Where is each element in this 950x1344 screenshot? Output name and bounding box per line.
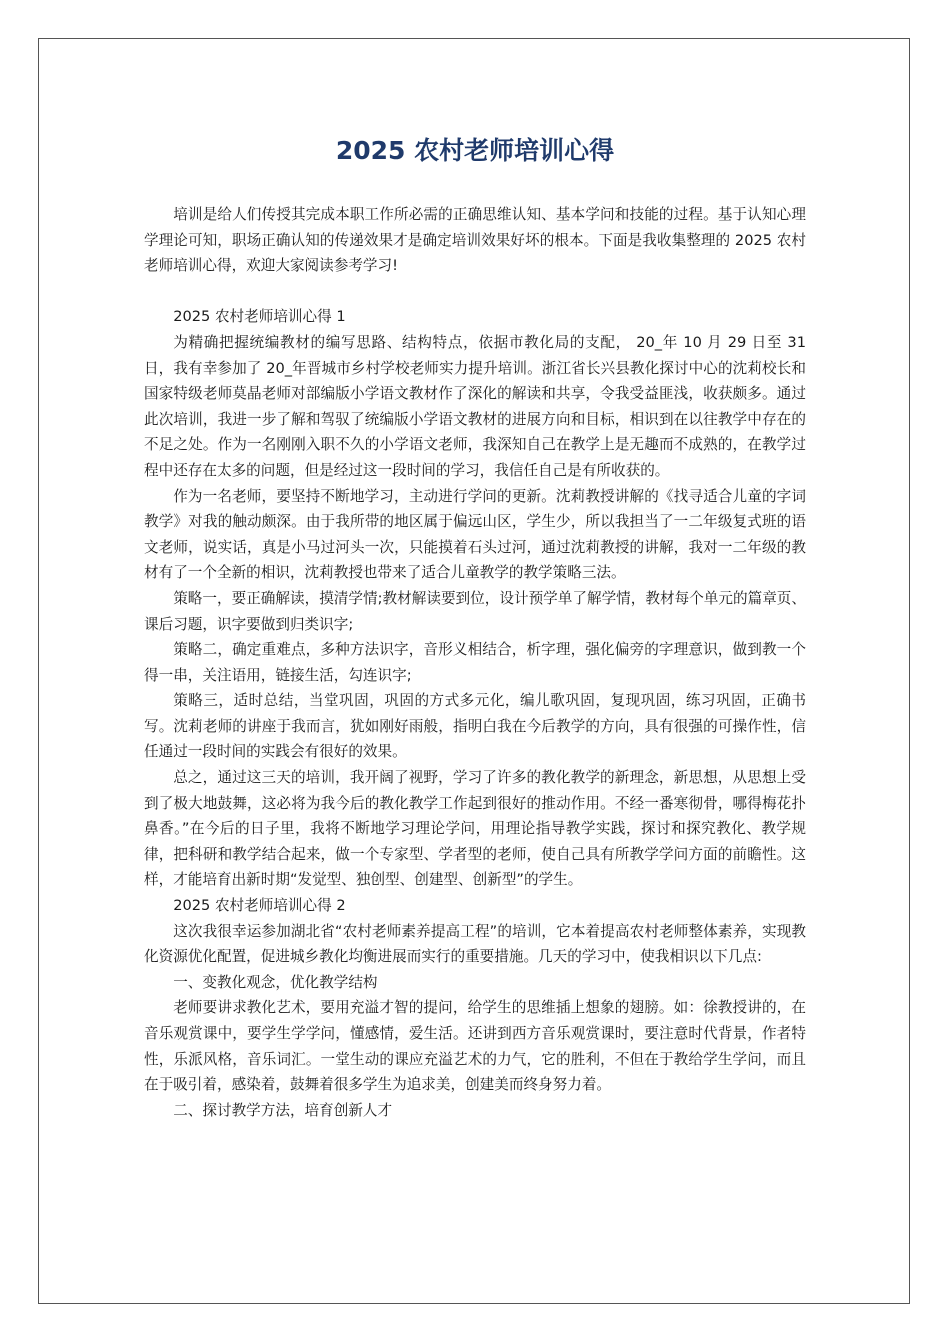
paragraph: 策略二，确定重难点，多种方法识字，音形义相结合，析字理，强化偏旁的字理意识，做到教一个得一串，关注语用，链接生活，勾连识字; [144, 641, 806, 684]
subheading: 一、变教化观念，优化教学结构 [173, 973, 378, 991]
paragraph: 策略一，要正确解读，摸清学情;教材解读要到位，设计预学单了解学情，教材每个单元的篇章页、课后习题，识字要做到归类识字; [144, 589, 806, 633]
paragraph: 为精确把握统编教材的编写思路、结构特点，依据市教化局的支配， 20_年 10 月 29 日至 31 日，我有幸参加了 20_年晋城市乡村学校老师实力提升培训。浙江省长兴县教化探讨中心的沈莉校长和国家特级老师莫晶老师对部编版小学语文教材作了深化的解读和共享，令我受益匪浅，收获颇多。通过此次培训，我进一步了解和驾驭了统编版小学语文教材的进展方向和目标，相识到在以往教学中存在的不足之处。作为一名刚刚入职不久的小学语文老师，我深知自己在教学上是无趣而不成熟的，在教学过程中还存在太多的问题，但是经过这一段时间的学习，我信任自己是有所收获的。 [144, 333, 806, 479]
paragraph: 老师要讲求教化艺术，要用充溢才智的提问，给学生的思维插上想象的翅膀。如：徐教授讲的，在音乐观赏课中，要学生学学问，懂感情，爱生活。还讲到西方音乐观赏课时，要注意时代背景，作者特性，乐派风格，音乐词汇。一堂生动的课应充溢艺术的力气，它的胜利，不但在于教给学生学问，而且在于吸引着，感染着，鼓舞着很多学生为追求美，创建美而终身努力着。 [144, 999, 806, 1094]
paragraph: 作为一名老师，要坚持不断地学习，主动进行学问的更新。沈莉教授讲解的《找寻适合儿童的字词教学》对我的触动颇深。由于我所带的地区属于偏远山区，学生少，所以我担当了一二年级复式班的语文老师，说实话，真是小马过河头一次，只能摸着石头过河，通过沈莉教授的讲解，我对一二年级的教材有了一个全新的相识，沈莉教授也带来了适合儿童教学的教学策略三法。 [144, 487, 806, 582]
section-heading-2: 2025 农村老师培训心得 2 [173, 897, 346, 915]
paragraph: 总之，通过这三天的培训，我开阔了视野，学习了许多的教化教学的新理念，新思想，从思想上受到了极大地鼓舞，这必将为我今后的教化教学工作起到很好的推动作用。不经一番寒彻骨，哪得梅花扑鼻香。”在今后的日子里，我将不断地学习理论学问，用理论指导教学实践，探讨和探究教化、教学规律，把科研和教学结合起来，做一个专家型、学者型的老师，使自己具有所教学学问方面的前瞻性。这样，才能培育出新时期“发觉型、独创型、创建型、创新型”的学生。 [144, 769, 806, 889]
subheading: 二、探讨教学方法，培育创新人才 [173, 1101, 393, 1119]
section-heading-1: 2025 农村老师培训心得 1 [173, 308, 346, 326]
intro-paragraph: 培训是给人们传授其完成本职工作所必需的正确思维认知、基本学问和技能的过程。基于认知心理学理论可知，职场正确认知的传递效果才是确定培训效果好坏的根本。下面是我收集整理的 2025 农村老师培训心得，欢迎大家阅读参考学习! [144, 206, 806, 275]
paragraph: 策略三，适时总结，当堂巩固，巩固的方式多元化，编儿歌巩固，复现巩固，练习巩固，正确书写。沈莉老师的讲座于我而言，犹如刚好雨般，指明白我在今后教学的方向，具有很强的可操作性，信任通过一段时间的实践会有很好的效果。 [144, 692, 806, 761]
document-title: 2025 农村老师培训心得 [335, 136, 615, 165]
paragraph: 这次我很幸运参加湖北省“农村老师素养提高工程”的培训，它本着提高农村老师整体素养，实现教化资源优化配置，促进城乡教化均衡进展而实行的重要措施。几天的学习中，使我相识以下几点: [144, 922, 806, 966]
document-body [144, 202, 806, 1123]
